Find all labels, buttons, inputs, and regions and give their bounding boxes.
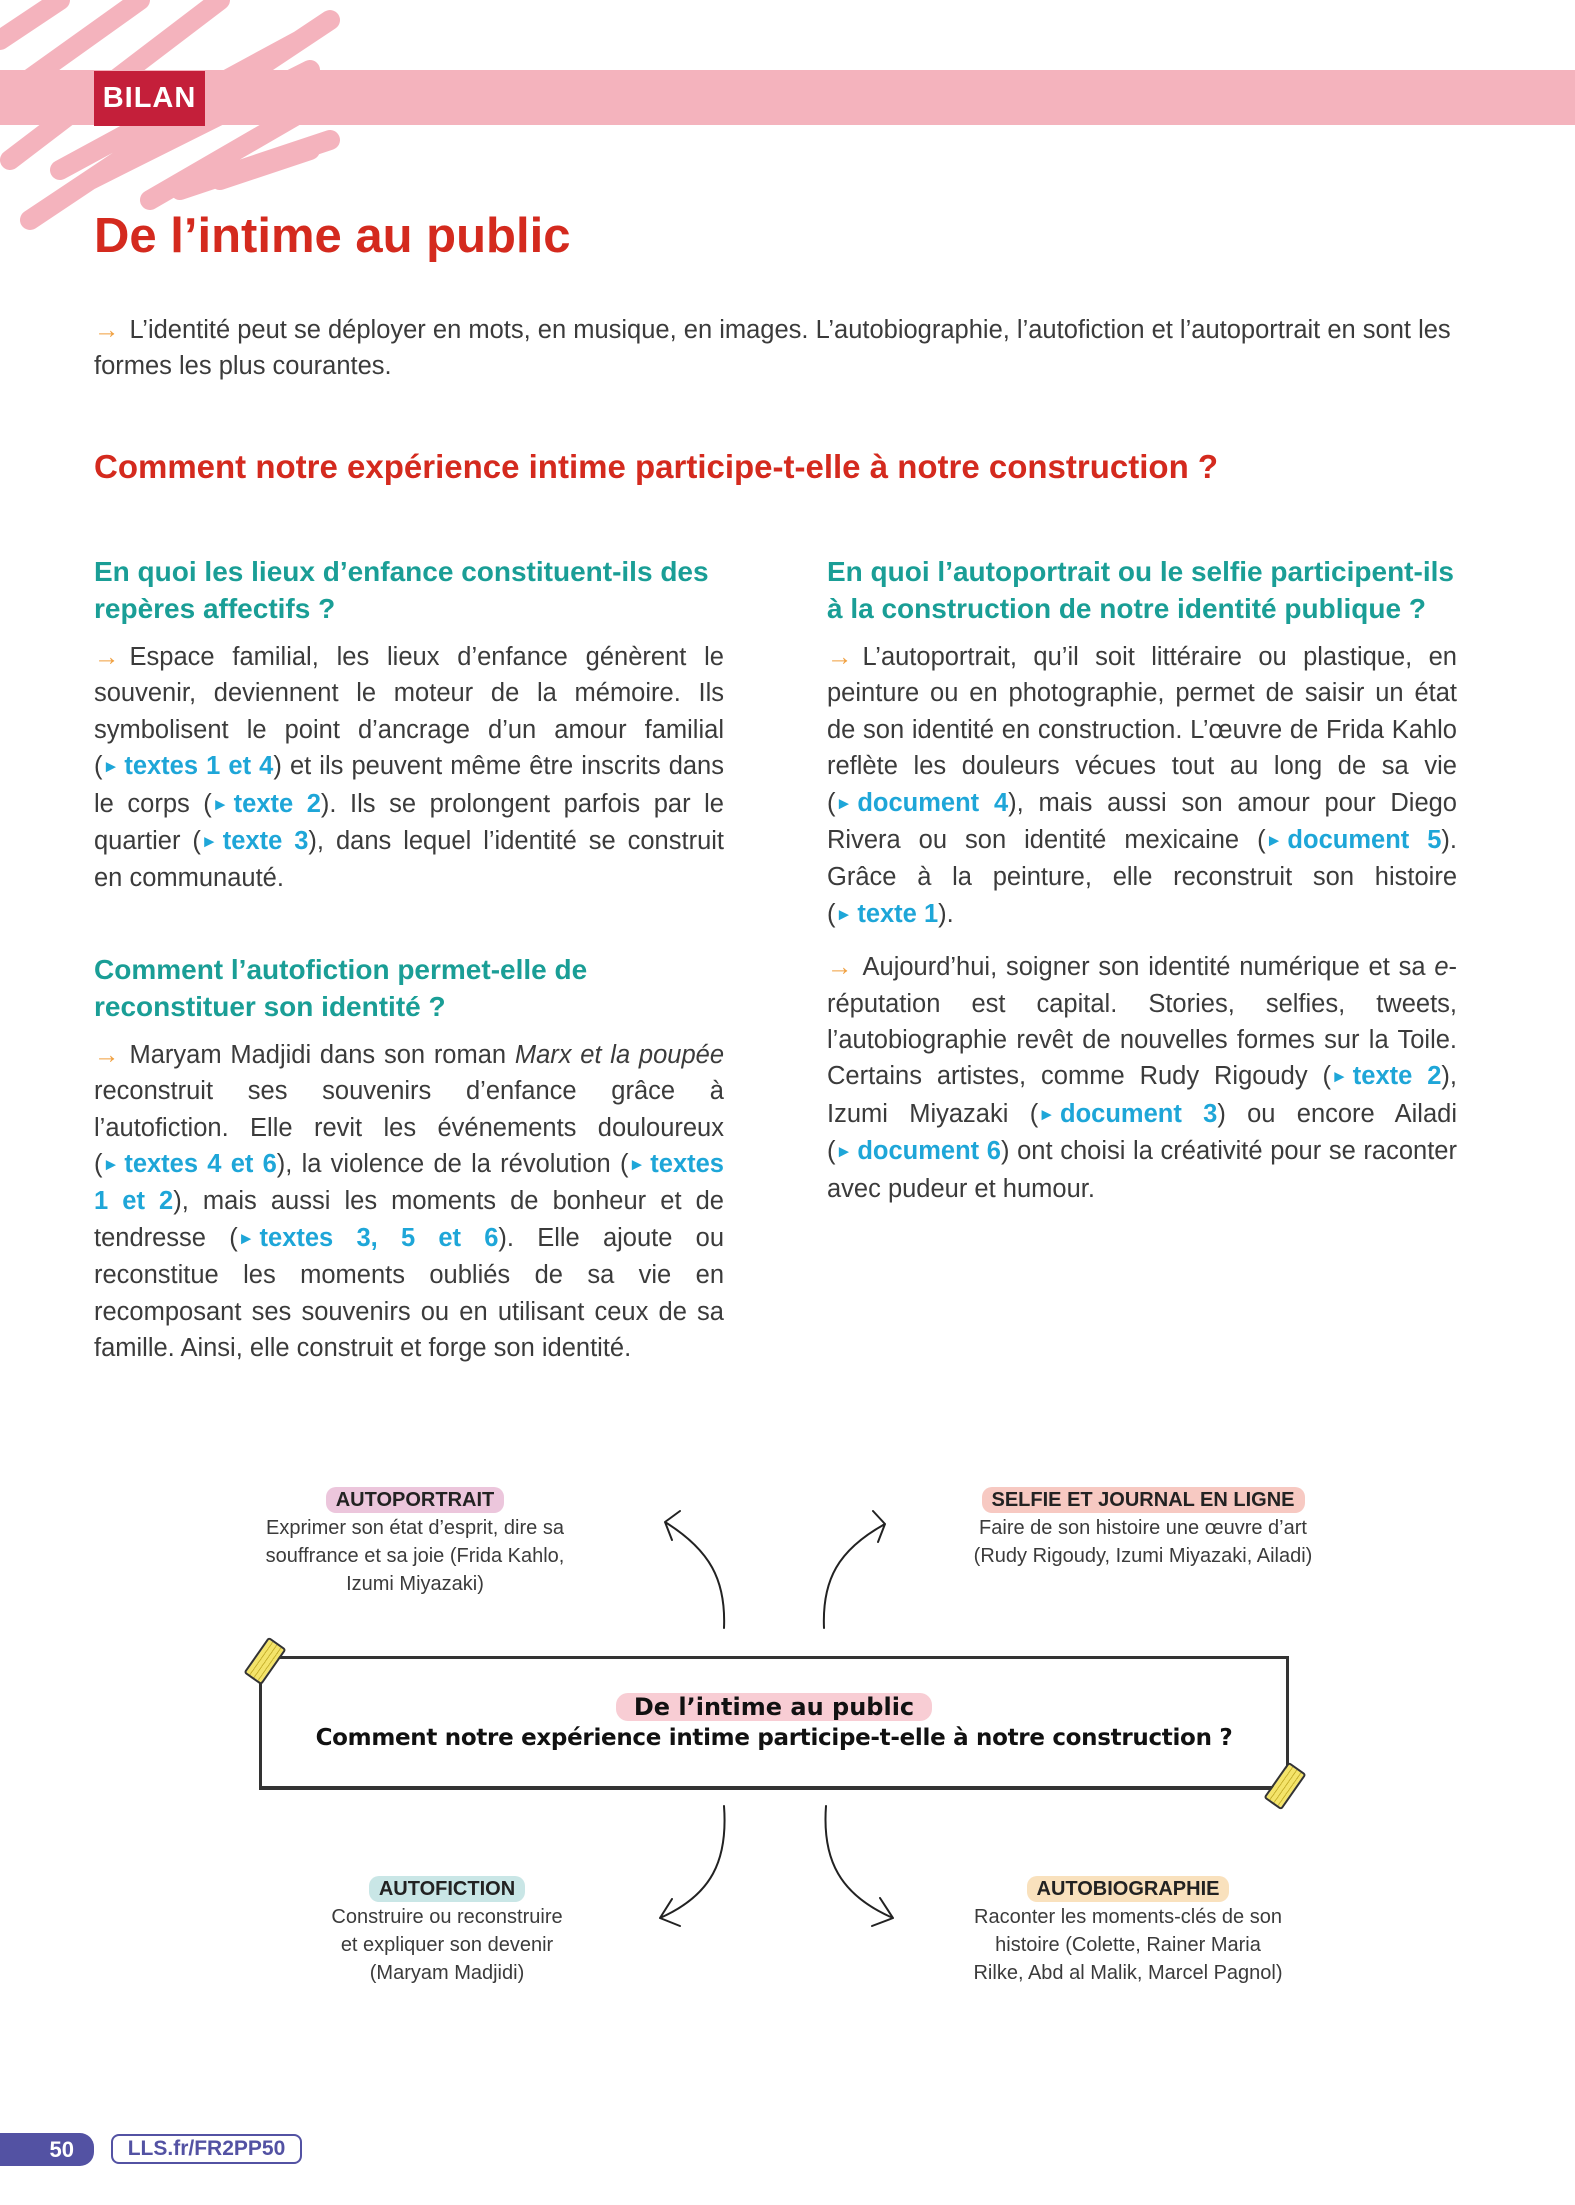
arrow-icon: → [94, 1040, 120, 1069]
node-line: Raconter les moments-clés de son [974, 1906, 1282, 1928]
section-badge: BILAN [94, 71, 205, 126]
node-line: (Rudy Rigoudy, Izumi Miyazaki, Ailadi) [973, 1545, 1313, 1567]
play-triangle-icon: ► [102, 757, 120, 777]
arrow-icon: → [94, 643, 120, 671]
node-line: Izumi Miyazaki) [346, 1573, 484, 1595]
central-question: Comment notre expérience intime participe-t-elle à notre construction ? [315, 1725, 1233, 1751]
paragraph-text: ) et ils peuvent même être inscrits dans le corps ( [94, 752, 724, 818]
main-question: Comment notre expérience intime participe-t-elle à notre construction ? [94, 448, 1219, 485]
play-triangle-icon: ► [835, 904, 853, 924]
node-line: souffrance et sa joie (Frida Kahlo, [265, 1545, 565, 1567]
paragraph-text: ), Izumi Miyazaki ( [827, 1062, 1457, 1128]
node-line: Rilke, Abd al Malik, Marcel Pagnol) [973, 1962, 1283, 1984]
italic-text: e [1434, 953, 1449, 982]
node-tag: AUTOFICTION [369, 1876, 525, 1902]
node-tag: SELFIE ET JOURNAL EN LIGNE [982, 1487, 1305, 1513]
arrow-icon: → [827, 953, 853, 982]
paragraph-text: ). Ils se prolongent parfois par le quartier ( [94, 789, 724, 856]
paragraph-text: ), mais aussi son amour pour Diego Rivera ou son identité mexicaine ( [827, 788, 1457, 855]
play-triangle-icon: ► [1038, 1104, 1056, 1124]
section-heading: En quoi l’autoportrait ou le selfie participent-ils à la construction de notre identité publique ? [827, 556, 1454, 624]
paragraph-text: ). [938, 899, 954, 928]
reference-label: texte 2 [233, 789, 321, 818]
arrow-to-autobiographie [825, 1806, 893, 1926]
paragraph-text: ), mais aussi les moments de bonheur et de tendresse ( [94, 1187, 724, 1252]
diagram-node-selfie [928, 1486, 1358, 1570]
reference-label: document 5 [1287, 826, 1442, 855]
paragraph-text: ). Elle ajoute ou reconstitue les moments oubliés de sa vie en recomposant ses souvenirs ou en utilisant ceux de sa famille. Ainsi, elle construit et forge son identité. [94, 1223, 725, 1363]
paragraph-text: Aujourd’hui, soigner son identité numérique et sa [862, 953, 1435, 982]
page-title: De l’intime au public [94, 209, 571, 263]
arrow-to-autoportrait [665, 1511, 724, 1628]
online-resource-link[interactable]: LLS.fr/FR2PP50 [111, 2134, 302, 2164]
node-line: et expliquer son devenir [340, 1934, 554, 1956]
arrow-to-autofiction [660, 1806, 725, 1926]
diagram-node-autofiction [247, 1875, 647, 1987]
play-triangle-icon: ► [835, 1142, 853, 1162]
reference-label: texte 1 [857, 899, 939, 928]
paragraph-text: ), dans lequel l’identité se construit en communauté. [94, 827, 725, 893]
play-triangle-icon: ► [1330, 1067, 1348, 1087]
central-title: De l’intime au public [616, 1693, 932, 1721]
diagram-node-autobiographie [918, 1875, 1338, 1987]
node-line: (Maryam Madjidi) [369, 1962, 525, 1984]
node-line: histoire (Colette, Rainer Maria [995, 1934, 1261, 1956]
diagram-node-autoportrait [215, 1486, 615, 1598]
paragraph-text: reconstruit ses souvenirs d’enfance grâce à l’autofiction. Elle revit les événements douloureux ( [94, 1077, 724, 1179]
reference-label: textes 4 et 6 [124, 1150, 277, 1179]
node-tag: AUTOBIOGRAPHIE [1027, 1876, 1230, 1902]
paragraph-text: L’autoportrait, qu’il soit littéraire ou plastique, en peinture ou en photographie, permet de saisir un état de son identité en construction. L’œuvre de Frida Kahlo reflète les douleurs vécues tout au long de sa vie ( [827, 643, 1457, 817]
node-tag: AUTOPORTRAIT [326, 1487, 505, 1513]
reference-label: textes 1 et 4 [124, 752, 274, 781]
page-number: 50 [0, 2133, 94, 2166]
reference-label: document 3 [1060, 1099, 1218, 1128]
play-triangle-icon: ► [835, 793, 853, 813]
reference-label: document 6 [857, 1137, 1001, 1166]
play-triangle-icon: ► [237, 1228, 255, 1248]
reference-label: textes 3, 5 et 6 [259, 1223, 499, 1252]
play-triangle-icon: ► [211, 794, 229, 814]
paragraph-text: ), la violence de la révolution ( [276, 1150, 629, 1179]
reference-label: texte 2 [1352, 1062, 1442, 1091]
section-heading: Comment l’autofiction permet-elle de reconstituer son identité ? [94, 953, 588, 1022]
node-line: Faire de son histoire une œuvre d’art [979, 1517, 1307, 1539]
paragraph-text: Maryam Madjidi dans son roman [129, 1040, 515, 1069]
reference-label: textes 1 et 2 [94, 1150, 724, 1216]
node-line: Construire ou reconstruire [331, 1906, 563, 1928]
play-triangle-icon: ► [102, 1155, 120, 1175]
paragraph-text: L’identité peut se déployer en mots, en musique, en images. L’autobiographie, l’autofiction et l’autoportrait en sont les formes les plus courantes. [94, 316, 1451, 381]
reference-label: texte 3 [222, 827, 309, 856]
central-topic-box [259, 1656, 1289, 1790]
arrow-icon: → [827, 643, 853, 671]
play-triangle-icon: ► [628, 1155, 646, 1175]
paragraph-text: ) ont choisi la créativité pour se raconter avec pudeur et humour. [827, 1137, 1457, 1203]
play-triangle-icon: ► [1265, 831, 1283, 851]
italic-text: Marx et la poupée [514, 1040, 725, 1069]
play-triangle-icon: ► [200, 832, 218, 852]
paragraph-text: Espace familial, les lieux d’enfance génèrent le souvenir, deviennent le moteur de la mémoire. Ils symbolisent le point d’ancrage d’un amour familial ( [94, 643, 724, 781]
section-heading: En quoi les lieux d’enfance constituent-ils des repères affectifs ? [94, 556, 709, 624]
arrow-to-selfie [824, 1511, 885, 1628]
arrow-icon: → [94, 316, 120, 344]
reference-label: document 4 [857, 788, 1009, 817]
node-line: Exprimer son état d’esprit, dire sa [266, 1517, 564, 1539]
paragraph-text: ). Grâce à la peinture, elle reconstruit son histoire ( [827, 826, 1457, 928]
paragraph-text: ) ou encore Ailadi ( [827, 1099, 1457, 1166]
paragraph-text: -réputation est capital. Stories, selfies, tweets, l’autobiographie revêt de nouvelles formes sur la Toile. Certains artistes, comme Rudy Rigoudy ( [827, 953, 1457, 1091]
